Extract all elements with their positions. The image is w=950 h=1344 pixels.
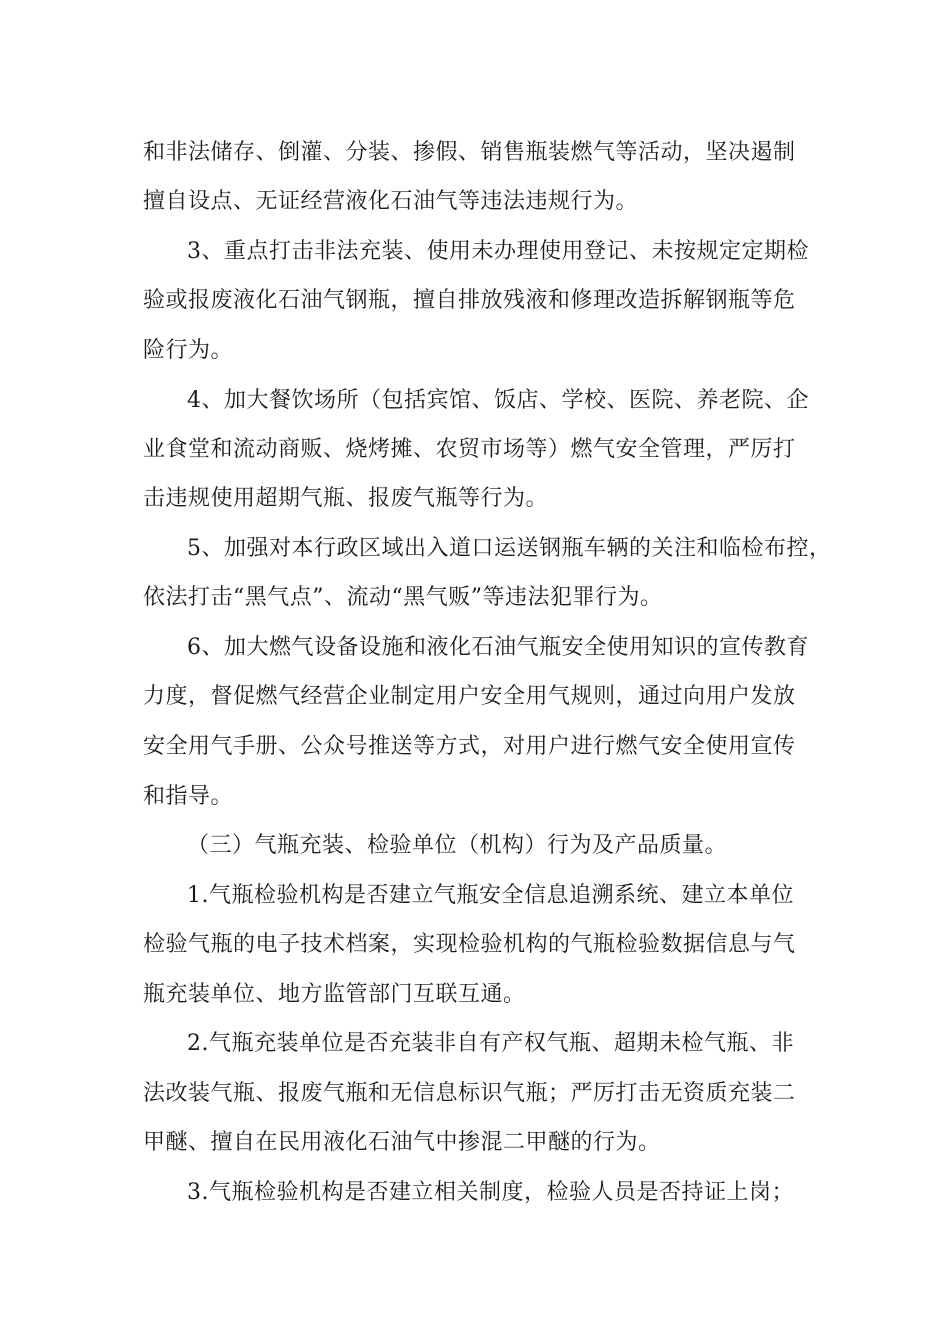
text-line: 瓶充装单位、地方监管部门互联互通。 [143,982,526,1007]
text-line: 和指导。 [143,784,234,809]
text-line: 5、加强对本行政区域出入道口运送钢瓶车辆的关注和临检布控， [187,536,832,561]
text-line: 安全用气手册、公众号推送等方式，对用户进行燃气安全使用宣传 [143,734,796,759]
text-line: 6、加大燃气设备设施和液化石油气瓶安全使用知识的宣传教育 [187,635,809,660]
section-heading: （三）气瓶充装、检验单位（机构）行为及产品质量。 [187,833,728,858]
text-line: 法改装气瓶、报废气瓶和无信息标识气瓶；严厉打击无资质充装二 [143,1081,796,1106]
text-line: 甲醚、擅自在民用液化石油气中掺混二甲醚的行为。 [143,1130,661,1155]
text-line: 和非法储存、倒灌、分装、掺假、销售瓶装燃气等活动，坚决遏制 [143,140,796,165]
text-line: 3.气瓶检验机构是否建立相关制度，检验人员是否持证上岗； [187,1180,794,1205]
text-line: 2.气瓶充装单位是否充装非自有产权气瓶、超期未检气瓶、非 [187,1031,794,1056]
text-line: 验或报废液化石油气钢瓶，擅自排放残液和修理改造拆解钢瓶等危 [143,288,796,313]
text-line: 业食堂和流动商贩、烧烤摊、农贸市场等）燃气安全管理，严厉打 [143,437,796,462]
text-line: 3、重点打击非法充装、使用未办理使用登记、未按规定定期检 [187,239,809,264]
text-line: 击违规使用超期气瓶、报废气瓶等行为。 [143,486,549,511]
text-line: 4、加大餐饮场所（包括宾馆、饭店、学校、医院、养老院、企 [187,388,809,413]
text-line: 力度，督促燃气经营企业制定用户安全用气规则，通过向用户发放 [143,684,796,709]
text-line: 依法打击“黑气点”、流动“黑气贩”等违法犯罪行为。 [143,585,663,610]
text-line: 检验气瓶的电子技术档案，实现检验机构的气瓶检验数据信息与气 [143,932,796,957]
text-line: 险行为。 [143,338,234,363]
text-line: 擅自设点、无证经营液化石油气等违法违规行为。 [143,189,639,214]
text-line: 1.气瓶检验机构是否建立气瓶安全信息追溯系统、建立本单位 [187,883,794,908]
